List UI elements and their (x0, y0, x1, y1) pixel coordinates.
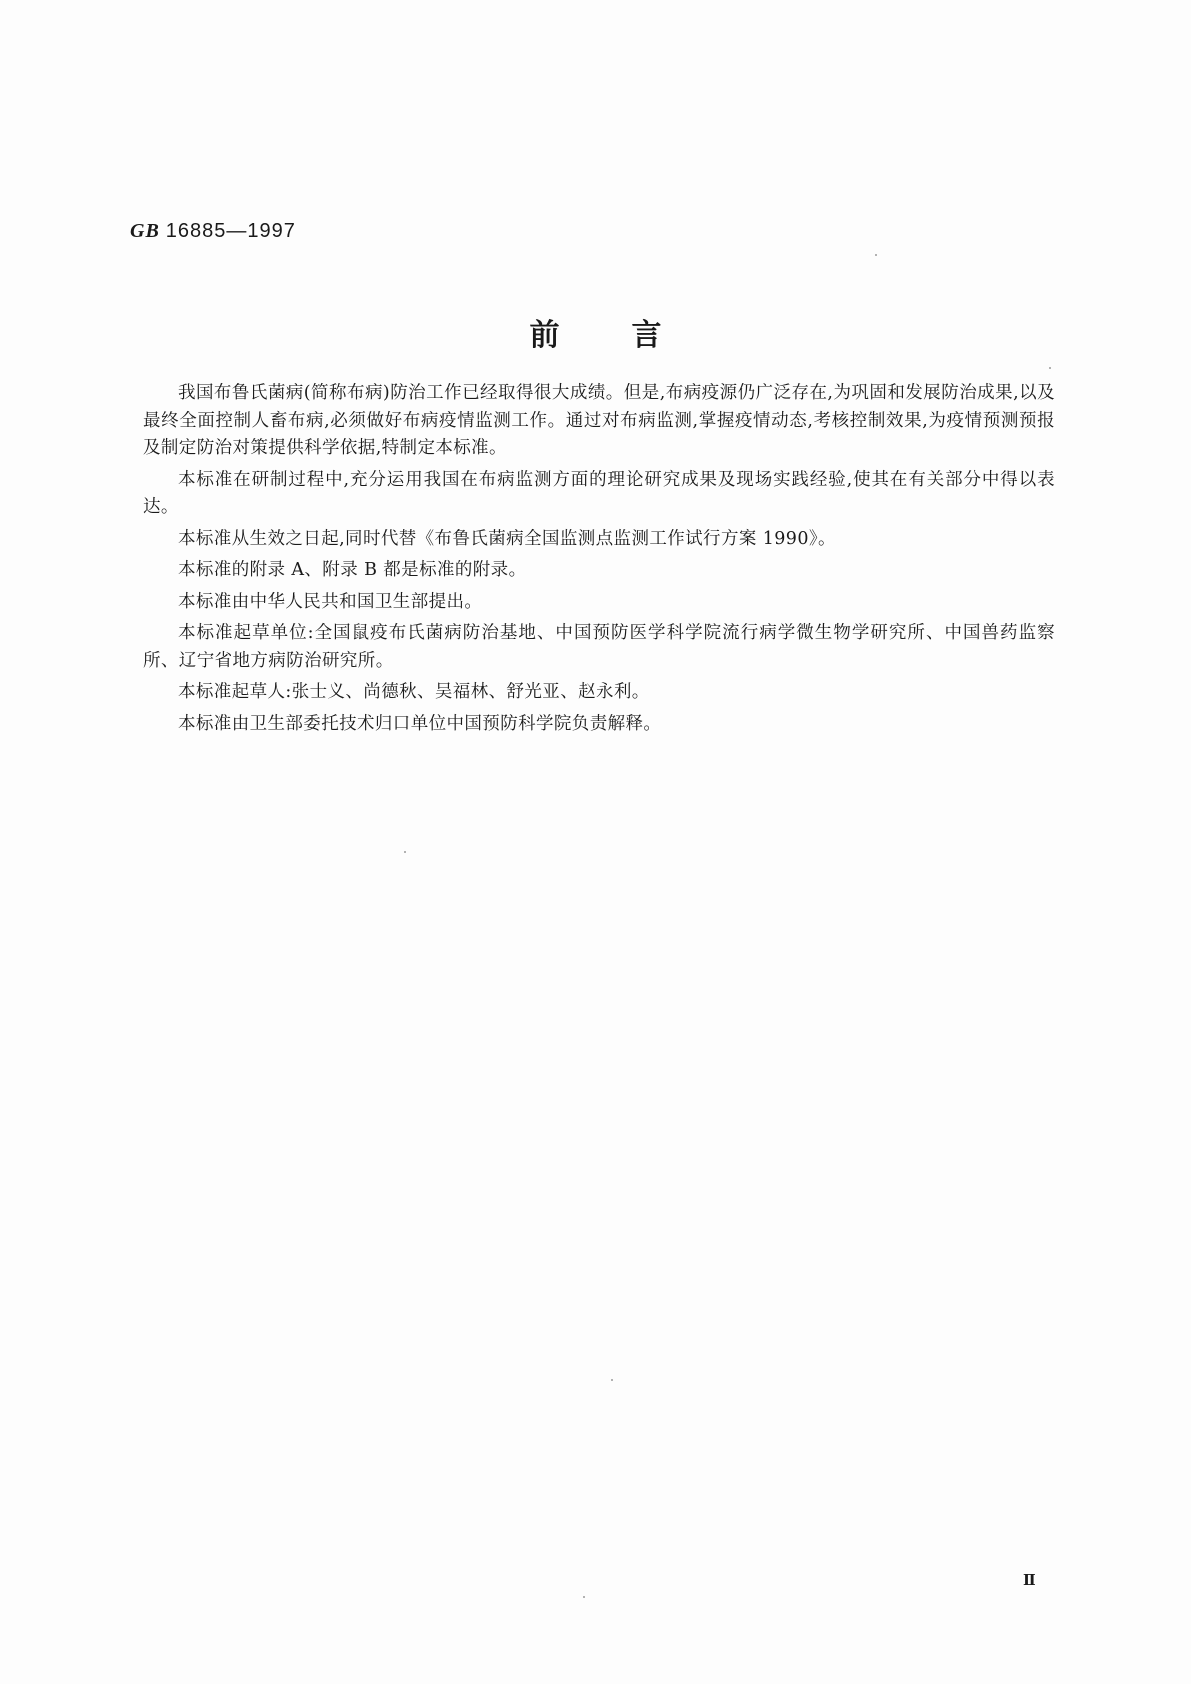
standard-code (130, 220, 296, 243)
scan-speck (404, 851, 406, 853)
paragraph: 本标准起草单位:全国鼠疫布氏菌病防治基地、中国预防医学科学院流行病学微生物学研究所、中国兽药监察所、辽宁省地方病防治研究所。 (143, 623, 1055, 671)
page-number: Ⅱ (1023, 1573, 1036, 1589)
paragraph: 本标准的附录 A、附录 B 都是标准的附录。 (178, 560, 527, 580)
paragraph: 本标准在研制过程中,充分运用我国在布病监测方面的理论研究成果及现场实践经验,使其在有关部分中得以表达。 (143, 469, 1055, 517)
scan-speck (875, 254, 877, 256)
standard-prefix: GB (130, 220, 160, 242)
scan-speck (611, 1379, 613, 1381)
scan-speck (583, 1596, 585, 1598)
paragraph: 本标准从生效之日起,同时代替《布鲁氏菌病全国监测点监测工作试行方案 1990》。 (178, 528, 836, 549)
foreword-body (143, 380, 1055, 742)
standard-number: 16885—1997 (165, 220, 296, 242)
page-title: 前言 (529, 318, 734, 353)
paragraph: 本标准由中华人民共和国卫生部提出。 (178, 591, 483, 612)
paragraph: 本标准由卫生部委托技术归口单位中国预防科学院负责解释。 (178, 713, 662, 734)
scan-speck (1049, 367, 1051, 369)
paragraph: 本标准起草人:张士义、尚德秋、吴福林、舒光亚、赵永利。 (178, 682, 650, 702)
paragraph: 我国布鲁氏菌病(简称布病)防治工作已经取得很大成绩。但是,布病疫源仍广泛存在,为巩固和发展防治成果,以及最终全面控制人畜布病,必须做好布病疫情监测工作。通过对布病监测,掌握疫情动态,考核控制效果,为疫情预测预报及制定防治对策提供科学依据,特制定本标准。 (143, 383, 1055, 458)
